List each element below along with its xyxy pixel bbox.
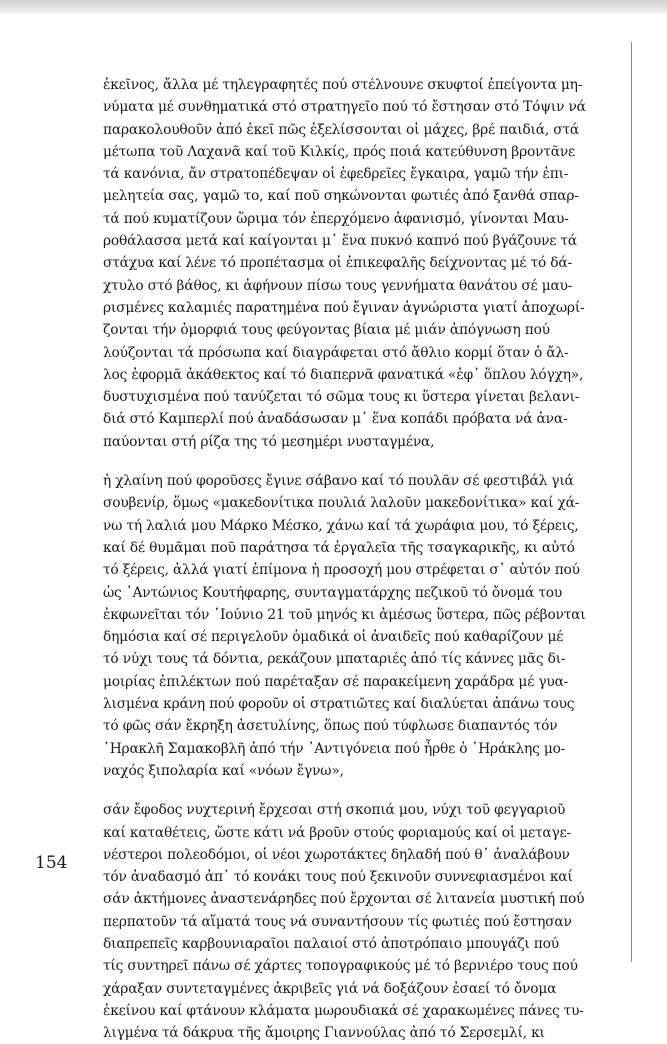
text-line: λισμένα κράνη πού φοροῦν οἱ στρατιῶτες καί διαλύεται ἀπάνω τους bbox=[103, 696, 575, 713]
paragraph bbox=[103, 74, 600, 453]
paragraph bbox=[103, 799, 600, 1044]
text-line: μοιρίας ἐπιλέκτων πού παρέταξαν σέ παρακείμενη χαράδρα μέ γυα- bbox=[103, 673, 569, 690]
text-line: ἐκείνου καί φτάνουν κλάματα μωρουδιακά σέ χαρακωμένες πάνες τυ- bbox=[103, 1002, 584, 1019]
text-line: δημόσια καί σέ περιγελοῦν ὁμαδικά οἱ ἀναιδεῖς πού καθαρίζουν μέ bbox=[103, 629, 564, 646]
text-line: καί καταθέτεις, ὥστε κάτι νά βροῦν στούς φοριαμούς καί οἱ μεταγε- bbox=[103, 824, 572, 841]
text-line: τά πού κυματίζουν ὥριμα τόν ἐπερχόμενο ἀφανισμό, γίνονται Μαυ- bbox=[103, 210, 569, 227]
text-line: σουβενίρ, ὅμως «μακεδονίτικα πουλιά λαλοῦν μακεδονίτικα» καί χά- bbox=[103, 495, 580, 512]
scan-edge-shadow bbox=[0, 0, 667, 14]
text-line: διαπρεπεῖς καρβουνιαραῖοι παλαιοί στό ἀποτρόπαιο μπουγάζι πού bbox=[103, 935, 559, 952]
paragraph-gap bbox=[103, 782, 600, 799]
text-line: δυστυχισμένα πού τανύζεται τό σῶμα τους κι ὕστερα γίνεται βελανι- bbox=[103, 389, 580, 406]
text-line: στάχυα καί λένε τό προπέτασμα οἱ ἐπικεφαλῆς δείχνοντας μέ τό δά- bbox=[103, 255, 572, 272]
text-line: λος ἐφορμᾶ ἀκάθεκτος καί τό διαπερνᾶ φανατικά «ἐφ᾽ ὅπλου λόγχη», bbox=[103, 366, 584, 383]
text-line: τόν ἀναδασμό ἀπ᾽ τό κονάκι τους πού ξεκινοῦν συννεφιασμένοι καί bbox=[103, 869, 573, 886]
paragraph-gap bbox=[103, 453, 600, 470]
text-line: ζονται τήν ὀμορφιά τους φεύγοντας βίαια μέ μιάν ἀπόγνωση πού bbox=[103, 322, 550, 339]
text-line: τό νύχι τους τά δόντια, ρεκάζουν μπαταριές ἀπό τίς κάννες μᾶς δι- bbox=[103, 651, 566, 668]
text-line: ναχός ξιπολαρία καί «νόων ἔγνω», bbox=[103, 762, 344, 779]
text-line: ὡς ᾽Αντώνιος Κουτήφαρης, συνταγματάρχης πεζικοῦ τό ὄνομά του bbox=[103, 584, 563, 601]
text-line: τό ξέρεις, ἀλλά γιατί ἐπίμονα ἡ προσοχή μου στρέφεται σ᾽ αὐτόν πού bbox=[103, 562, 580, 579]
text-line: λιγμένα τά δάκρυα τῆς ἄμοιρης Γιαννούλας ἀπό τό Σερσεμλί, κι bbox=[103, 1025, 545, 1042]
text-line: τό φῶς σάν ἔκρηξη ἀσετυλίνης, ὅπως πού τύφλωσε διαπαντός τόν bbox=[103, 718, 558, 735]
text-line: παύονται στή ρίζα της τό μεσημέρι νυσταγμένα, bbox=[103, 433, 435, 450]
text-line: ῾Ηρακλῆ Σαμακοβλῆ ἀπό τήν ᾽Αντιγόνεια πού ἦρθε ὁ ῾Ηράκλης μο- bbox=[103, 740, 566, 757]
text-line: ἐκφωνεῖται τόν ᾽Ιούνιο 21 τοῦ μηνός κι ἀμέσως ὕστερα, πῶς ρέβονται bbox=[103, 606, 586, 623]
text-line: χάραξαν συντεταγμένες ἀκριβεῖς γιά νά δοξάζουν ἐσαεί τό ὄνομα bbox=[103, 980, 557, 997]
text-line: νύματα μέ συνθηματικά στό στρατηγεῖο πού τό ἔστησαν στό Τόψιν νά bbox=[103, 99, 586, 116]
text-line: χτυλο στό βάθος, κι ἀφήνουν πίσω τους γεννήματα θανάτου σέ μαυ- bbox=[103, 277, 573, 294]
paragraph bbox=[103, 470, 600, 782]
text-line: μέτωπα τοῦ Λαχανᾶ καί τοῦ Κιλκίς, πρός ποιά κατεύθυνση βροντᾶνε bbox=[103, 143, 575, 160]
body-text bbox=[103, 74, 600, 1044]
text-line: ἡ χλαίνη πού φοροῦσες ἔγινε σάβανο καί τό πουλᾶν σέ φεστιβάλ γιά bbox=[103, 473, 574, 490]
text-line: μελητεία σας, γαμῶ το, καί ποῦ σηκώνονται φωτιές ἀπό ξανθά σπαρ- bbox=[103, 188, 579, 205]
text-line: ρισμένες καλαμιές παρατημένα πού ἔγιναν ἀγνώριστα γιατί ἀποχωρί- bbox=[103, 299, 585, 316]
text-line: νω τή λαλιά μου Μάρκο Μέσκο, χάνω καί τά χωράφια μου, τό ξέρεις, bbox=[103, 517, 579, 534]
text-line: καί δέ θυμᾶμαι ποῦ παράτησα τά ἐργαλεῖα τῆς τσαγκαρικῆς, κι αὐτό bbox=[103, 539, 575, 556]
text-line: ροθάλασσα μετά καί καίγονται μ᾽ ἕνα πυκνό καπνό πού βγάζουνε τά bbox=[103, 233, 577, 250]
text-line: διά στό Καμπερλί πού ἀναδάσωσαν μ᾽ ἕνα κοπάδι πρόβατα νά ἀνα- bbox=[103, 411, 568, 428]
text-line: νέστεροι πολεοδόμοι, οἱ νέοι χωροτάκτες δηλαδή πού θ᾽ ἀναλάβουν bbox=[103, 846, 570, 863]
text-line: σάν ἀκτήμονες ἀναστενάρηδες πού ἔρχονται σέ λιτανεία μυστική πού bbox=[103, 891, 585, 908]
text-line: τά κανόνια, ἄν στρατοπέδεψαν οἱ ἐφεδρεῖες ἔγκαιρα, γαμῶ τήν ἐπι- bbox=[103, 166, 569, 183]
page-number: 154 bbox=[35, 853, 68, 873]
margin-rule bbox=[631, 42, 632, 962]
text-line: τίς συντηρεῖ πάνω σέ χάρτες τοπογραφικούς μέ τό βερνιέρο τους πού bbox=[103, 958, 578, 975]
text-line: σάν ἔφοδος νυχτερινή ἔρχεσαι στή σκοπιά μου, νύχι τοῦ φεγγαριοῦ bbox=[103, 802, 566, 819]
text-line: λούζονται τά πρόσωπα καί διαγράφεται στό ἄθλιο κορμί ὅταν ὁ ἄλ- bbox=[103, 344, 569, 361]
text-line: παρακολουθοῦν ἀπό ἐκεῖ πῶς ἐξελίσσονται οἱ μάχες, βρέ παιδιά, στά bbox=[103, 121, 579, 138]
text-line: περπατοῦν τά αἵματά τους νά συναντήσουν τίς φωτιές πού ἔστησαν bbox=[103, 913, 572, 930]
text-line: ἐκεῖνος, ἄλλα μέ τηλεγραφητές πού στέλνουνε σκυφτοί ἐπείγοντα μη- bbox=[103, 77, 583, 93]
